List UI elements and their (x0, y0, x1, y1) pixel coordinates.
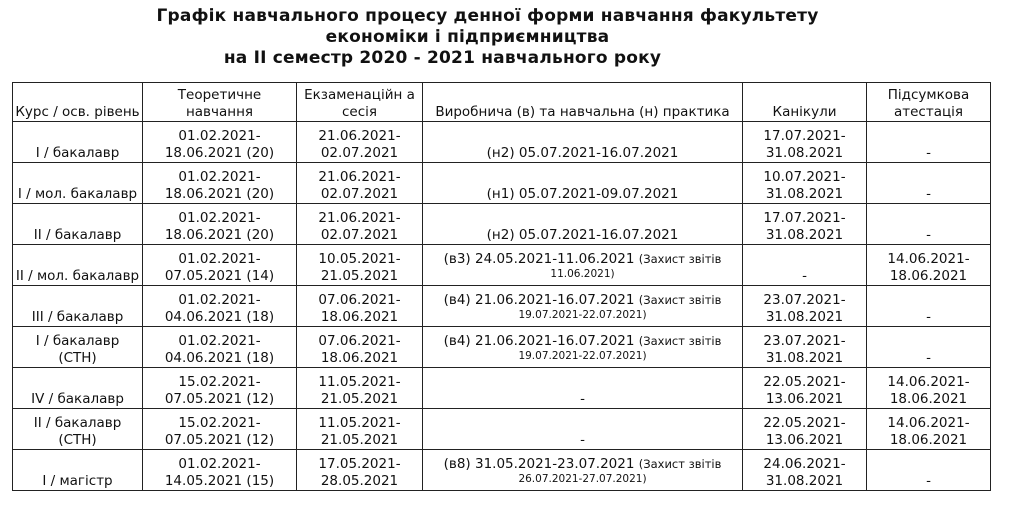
exam-cell-text: 21.05.2021 (320, 391, 399, 407)
course-cell (13, 368, 143, 409)
practice-cell (423, 368, 743, 409)
practice-text: (н2) 05.07.2021-16.07.2021 (486, 227, 679, 243)
holidays-cell-text: 31.08.2021 (765, 309, 844, 325)
holidays-cell (743, 163, 867, 204)
header-course: Курс / осв. рівень (13, 83, 143, 122)
holidays-cell-text: 17.07.2021- (763, 210, 846, 226)
practice-cell (423, 122, 743, 163)
course-cell-text: II / бакалавр (33, 227, 122, 243)
attestation-cell-text: - (926, 350, 931, 366)
attestation-cell-text: 18.06.2021 (889, 268, 968, 284)
practice-cell (423, 204, 743, 245)
course-cell (13, 122, 143, 163)
attestation-cell (867, 368, 991, 409)
attestation-cell (867, 450, 991, 491)
theory-cell-text: 07.05.2021 (12) (164, 391, 275, 407)
exam-cell-text: 02.07.2021 (320, 227, 399, 243)
attestation-cell (867, 245, 991, 286)
holidays-cell-text: - (802, 268, 807, 284)
attestation-cell-text: - (926, 186, 931, 202)
attestation-cell (867, 409, 991, 450)
exam-cell-text: 10.05.2021- (318, 251, 401, 267)
title-line-3: на II семестр 2020 - 2021 навчального року (223, 48, 662, 68)
table-row (13, 163, 991, 204)
attestation-cell (867, 286, 991, 327)
theory-cell-text: 07.05.2021 (12) (164, 432, 275, 448)
practice-text: - (580, 432, 585, 448)
practice-cell (423, 450, 743, 491)
theory-cell (143, 327, 297, 368)
practice-defense-label: (Захист звітів (638, 456, 722, 471)
exam-cell-text: 21.06.2021- (318, 169, 401, 185)
holidays-cell (743, 368, 867, 409)
header-attestation: Підсумкова атестація (867, 83, 991, 122)
attestation-cell (867, 327, 991, 368)
table-row (13, 450, 991, 491)
exam-cell-text: 18.06.2021 (320, 309, 399, 325)
exam-cell-text: 21.05.2021 (320, 268, 399, 284)
theory-cell-text: 01.02.2021- (178, 251, 261, 267)
title-line-2: економіки і підприємництва (325, 27, 610, 47)
exam-cell (297, 163, 423, 204)
table-row (13, 204, 991, 245)
holidays-cell (743, 409, 867, 450)
attestation-cell-text: 14.06.2021- (887, 374, 970, 390)
theory-cell-text: 07.05.2021 (14) (164, 268, 275, 284)
exam-cell (297, 204, 423, 245)
holidays-cell-text: 10.07.2021- (763, 169, 846, 185)
theory-cell-text: 04.06.2021 (18) (164, 309, 275, 325)
course-cell-text: I / бакалавр (35, 145, 120, 161)
attestation-cell-text: 14.06.2021- (887, 251, 970, 267)
practice-defense-label: (Захист звітів (638, 333, 722, 348)
holidays-cell (743, 245, 867, 286)
exam-cell-text: 21.05.2021 (320, 432, 399, 448)
theory-cell (143, 245, 297, 286)
course-cell-text: III / бакалавр (31, 309, 124, 325)
exam-cell-text: 28.05.2021 (320, 473, 399, 489)
table-row (13, 286, 991, 327)
course-cell-text: I / магістр (42, 473, 113, 489)
attestation-cell (867, 122, 991, 163)
holidays-cell (743, 450, 867, 491)
attestation-cell-text: 18.06.2021 (889, 432, 968, 448)
attestation-cell-text: - (926, 473, 931, 489)
holidays-cell-text: 31.08.2021 (765, 227, 844, 243)
course-cell (13, 204, 143, 245)
practice-defense-label: (Захист звітів (638, 292, 722, 307)
holidays-cell-text: 31.08.2021 (765, 145, 844, 161)
practice-defense-label: (Захист звітів (638, 251, 722, 266)
attestation-cell (867, 204, 991, 245)
practice-defense-dates: 19.07.2021-22.07.2021) (518, 349, 647, 362)
holidays-cell-text: 22.05.2021- (763, 374, 846, 390)
document-title (0, 6, 1015, 69)
exam-cell (297, 409, 423, 450)
exam-cell-text: 07.06.2021- (318, 333, 401, 349)
theory-cell-text: 14.05.2021 (15) (164, 473, 275, 489)
practice-text: - (580, 391, 585, 407)
practice-defense-dates: 19.07.2021-22.07.2021) (518, 308, 647, 321)
course-cell-text: I / мол. бакалавр (17, 186, 138, 202)
exam-cell-text: 11.05.2021- (318, 415, 401, 431)
theory-cell (143, 163, 297, 204)
table-row (13, 122, 991, 163)
exam-cell-text: 21.06.2021- (318, 128, 401, 144)
course-cell (13, 327, 143, 368)
exam-cell-text: 02.07.2021 (320, 186, 399, 202)
exam-cell-text: 11.05.2021- (318, 374, 401, 390)
header-practice: Виробнича (в) та навчальна (н) практика (423, 83, 743, 122)
holidays-cell (743, 327, 867, 368)
practice-text: (в4) 21.06.2021-16.07.2021 (443, 332, 635, 349)
exam-cell (297, 368, 423, 409)
course-cell-text: II / мол. бакалавр (15, 268, 140, 284)
attestation-cell-text: 18.06.2021 (889, 391, 968, 407)
practice-defense-dates: 11.06.2021) (550, 267, 615, 280)
exam-cell-text: 17.05.2021- (318, 456, 401, 472)
holidays-cell (743, 286, 867, 327)
theory-cell-text: 01.02.2021- (178, 128, 261, 144)
holidays-cell (743, 122, 867, 163)
schedule-table (12, 82, 991, 491)
header-holidays: Канікули (743, 83, 867, 122)
holidays-cell-text: 23.07.2021- (763, 333, 846, 349)
practice-text: (в8) 31.05.2021-23.07.2021 (443, 455, 635, 472)
theory-cell (143, 450, 297, 491)
course-cell (13, 409, 143, 450)
theory-cell-text: 15.02.2021- (178, 415, 261, 431)
title-line-1: Графік навчального процесу денної форми навчання факультету (156, 6, 819, 26)
holidays-cell-text: 24.06.2021- (763, 456, 846, 472)
holidays-cell-text: 31.08.2021 (765, 186, 844, 202)
theory-cell (143, 286, 297, 327)
holidays-cell-text: 31.08.2021 (765, 350, 844, 366)
course-cell (13, 286, 143, 327)
holidays-cell-text: 13.06.2021 (765, 391, 844, 407)
practice-text: (н1) 05.07.2021-09.07.2021 (486, 186, 679, 202)
theory-cell-text: 01.02.2021- (178, 210, 261, 226)
theory-cell (143, 204, 297, 245)
practice-cell (423, 409, 743, 450)
theory-cell-text: 15.02.2021- (178, 374, 261, 390)
attestation-cell-text: - (926, 227, 931, 243)
exam-cell-text: 21.06.2021- (318, 210, 401, 226)
course-cell-text: IV / бакалавр (31, 391, 124, 407)
theory-cell-text: 04.06.2021 (18) (164, 350, 275, 366)
attestation-cell-text: - (926, 309, 931, 325)
attestation-cell-text: 14.06.2021- (887, 415, 970, 431)
course-cell (13, 245, 143, 286)
exam-cell-text: 02.07.2021 (320, 145, 399, 161)
holidays-cell-text: 23.07.2021- (763, 292, 846, 308)
course-cell (13, 450, 143, 491)
theory-cell-text: 01.02.2021- (178, 333, 261, 349)
header-theory: Теоретичне навчання (143, 83, 297, 122)
exam-cell-text: 07.06.2021- (318, 292, 401, 308)
theory-cell-text: 18.06.2021 (20) (164, 145, 275, 161)
theory-cell-text: 01.02.2021- (178, 456, 261, 472)
exam-cell (297, 122, 423, 163)
exam-cell-text: 18.06.2021 (320, 350, 399, 366)
exam-cell (297, 245, 423, 286)
practice-text: (н2) 05.07.2021-16.07.2021 (486, 145, 679, 161)
table-row (13, 245, 991, 286)
course-cell-text: II / бакалавр (СТН) (33, 415, 122, 448)
course-cell (13, 163, 143, 204)
table-row (13, 409, 991, 450)
theory-cell (143, 409, 297, 450)
exam-cell (297, 327, 423, 368)
practice-cell (423, 327, 743, 368)
course-cell-text: I / бакалавр (СТН) (35, 333, 120, 366)
practice-text: (в4) 21.06.2021-16.07.2021 (443, 291, 635, 308)
exam-cell (297, 286, 423, 327)
theory-cell-text: 18.06.2021 (20) (164, 186, 275, 202)
practice-cell (423, 286, 743, 327)
exam-cell (297, 450, 423, 491)
practice-defense-dates: 26.07.2021-27.07.2021) (518, 472, 647, 485)
practice-text: (в3) 24.05.2021-11.06.2021 (443, 250, 635, 267)
holidays-cell (743, 204, 867, 245)
holidays-cell-text: 17.07.2021- (763, 128, 846, 144)
practice-cell (423, 245, 743, 286)
attestation-cell (867, 163, 991, 204)
theory-cell-text: 01.02.2021- (178, 169, 261, 185)
theory-cell-text: 01.02.2021- (178, 292, 261, 308)
header-exam: Екзаменаційн а сесія (297, 83, 423, 122)
practice-cell (423, 163, 743, 204)
theory-cell (143, 368, 297, 409)
table-header-row (13, 83, 991, 122)
table-row (13, 327, 991, 368)
attestation-cell-text: - (926, 145, 931, 161)
holidays-cell-text: 22.05.2021- (763, 415, 846, 431)
theory-cell-text: 18.06.2021 (20) (164, 227, 275, 243)
holidays-cell-text: 31.08.2021 (765, 473, 844, 489)
holidays-cell-text: 13.06.2021 (765, 432, 844, 448)
theory-cell (143, 122, 297, 163)
table-row (13, 368, 991, 409)
